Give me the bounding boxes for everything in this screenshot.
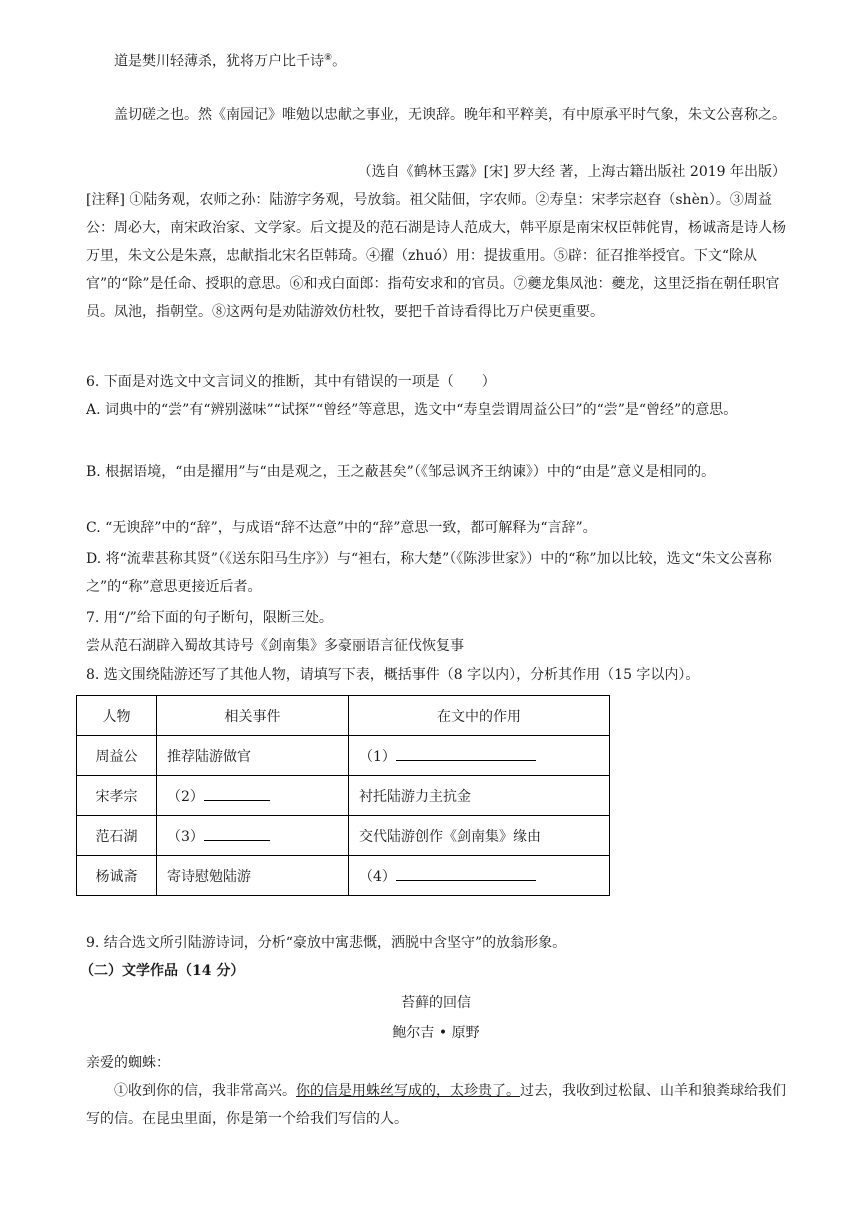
question-8-table <box>76 695 610 896</box>
annotation-notes: [注释] ①陆务观，农师之孙：陆游字务观，号放翁。祖父陆佃，字农师。②寿皇：宋孝宗赵昚（shèn）。③周益公：周必大，南宋政治家、文学家。后文提及的范石湖是诗人范成大，韩平原是南宋权臣韩侂胄，杨诚斋是诗人杨万里，朱文公是朱熹，忠献指北宋名臣韩琦。④擢（zhuó）用：提拔重用。⑤辟：征召推举授官。下文“除从官”的“除”是任命、授职的意思。⑥和戎白面郎：指苟安求和的官员。⑦夔龙集凤池：夔龙，这里泛指在朝任职官员。凤池，指朝堂。⑧这两句是劝陆游效仿杜牧，要把千首诗看得比万户侯更重要。 <box>86 192 786 320</box>
essay-author: 鲍尔吉 • 原野 <box>392 1025 480 1041</box>
question-9-stem: 9. 结合选文所引陆游诗词，分析“豪放中寓悲慨，洒脱中含坚守”的放翁形象。 <box>86 935 567 951</box>
essay-title: 苔藓的回信 <box>401 995 471 1011</box>
underlined-sentence: 你的信是用蛛丝写成的，太珍贵了。 <box>296 1083 520 1099</box>
answer-blank-3[interactable] <box>204 826 270 841</box>
table-row <box>77 856 610 896</box>
table-cell-person: 杨诚斋 <box>77 856 157 896</box>
question-6-option-a: A. 词典中的“尝”有“辨别滋味”“试探”“曾经”等意思，选文中“寿皇尝谓周益公曰”的“尝”是“曾经”的意思。 <box>86 402 738 418</box>
question-6-option-d: D. 将“流辈甚称其贤”（《送东阳马生序》）与“袒右，称大楚”（《陈涉世家》）中的“称”加以比较，选文“朱文公喜称之”的“称”意思更接近后者。 <box>86 551 772 595</box>
letter-salutation: 亲爱的蜘蛛： <box>86 1055 170 1071</box>
table-cell-event[interactable]: （3） <box>157 816 349 856</box>
table-cell-role: 交代陆游创作《剑南集》缘由 <box>349 816 610 856</box>
answer-blank-1[interactable] <box>396 746 536 761</box>
question-6-option-b: B. 根据语境，“由是擢用”与“由是观之，王之蔽甚矣”（《邹忌讽齐王纳谏》）中的“由是”意义是相同的。 <box>86 464 716 480</box>
question-6-option-c: C. “无谀辞”中的“辞”，与成语“辞不达意”中的“辞”意思一致，都可解释为“言辞”。 <box>86 520 597 536</box>
question-7-sentence: 尝从范石湖辟入蜀故其诗号《剑南集》多豪丽语言征伐恢复事 <box>86 638 464 654</box>
table-cell-event: 推荐陆游做官 <box>157 736 349 776</box>
table-cell-person: 周益公 <box>77 736 157 776</box>
answer-blank-2[interactable] <box>204 786 270 801</box>
table-cell-person: 宋孝宗 <box>77 776 157 816</box>
table-header: 相关事件 <box>157 696 349 736</box>
table-header: 在文中的作用 <box>349 696 610 736</box>
table-header: 人物 <box>77 696 157 736</box>
question-6-stem: 6. 下面是对选文中文言词义的推断，其中有错误的一项是（ ） <box>86 374 496 390</box>
table-header-row <box>77 696 610 736</box>
table-cell-role[interactable]: （1） <box>349 736 610 776</box>
essay-paragraph-1: ①收到你的信，我非常高兴。你的信是用蛛丝写成的，太珍贵了。过去，我收到过松鼠、山羊和狼粪球给我们写的信。在昆虫里面，你是第一个给我们写信的人。 <box>86 1083 786 1127</box>
table-cell-role[interactable]: （4） <box>349 856 610 896</box>
answer-blank-4[interactable] <box>396 866 536 881</box>
table-cell-role: 衬托陆游力主抗金 <box>349 776 610 816</box>
table-cell-person: 范石湖 <box>77 816 157 856</box>
table-cell-event: 寄诗慰勉陆游 <box>157 856 349 896</box>
poem-line: 道是樊川轻薄杀，犹将万户比千诗⑧。 <box>114 53 347 70</box>
table-cell-event[interactable]: （2） <box>157 776 349 816</box>
source-citation: （选自《鹤林玉露》[宋] 罗大经 著，上海古籍出版社 2019 年出版） <box>357 164 786 180</box>
question-8-stem: 8. 选文围绕陆游还写了其他人物，请填写下表，概括事件（8 字以内），分析其作用（15 字以内）。 <box>86 667 700 683</box>
section-heading: （二）文学作品（14 分） <box>80 963 245 979</box>
table-row <box>77 776 610 816</box>
question-7-stem: 7. 用“/”给下面的句子断句，限断三处。 <box>86 610 333 626</box>
table-row <box>77 736 610 776</box>
passage-paragraph: 盖切磋之也。然《南园记》唯勉以忠献之事业，无谀辞。晚年和平粹美，有中原承平时气象，朱文公喜称之。 <box>114 107 786 123</box>
footnote-marker: ⑧ <box>324 53 333 63</box>
table-row <box>77 816 610 856</box>
